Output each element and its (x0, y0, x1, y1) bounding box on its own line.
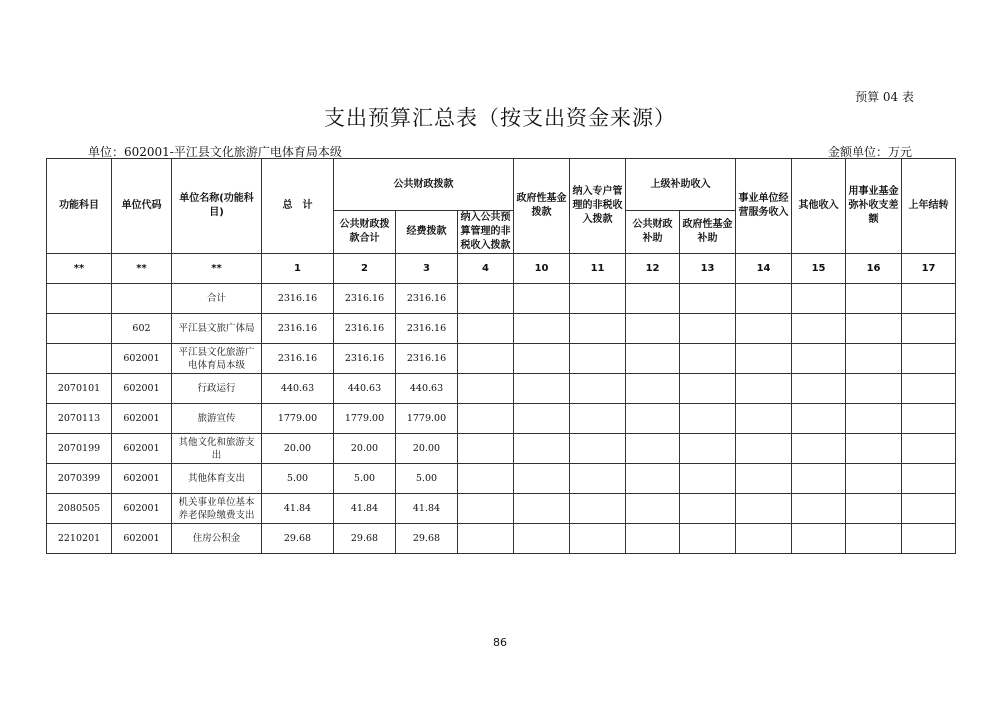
carry-over-cell (902, 374, 956, 404)
header-gov-fund: 政府性基金拨款 (514, 159, 570, 254)
non-tax-public-cell (458, 524, 514, 554)
funding-cell: 2316.16 (396, 344, 458, 374)
code-cell: 14 (736, 254, 792, 284)
table-row (47, 284, 956, 314)
code-cell: ** (172, 254, 262, 284)
public-subsidy-cell (626, 344, 680, 374)
fund-supplement-cell (846, 404, 902, 434)
funding-cell: 20.00 (396, 434, 458, 464)
non-tax-public-cell (458, 494, 514, 524)
public-fiscal-subtotal-cell: 20.00 (334, 434, 396, 464)
non-tax-special-cell (570, 404, 626, 434)
public-fiscal-subtotal-cell: 5.00 (334, 464, 396, 494)
header-non-tax-special: 纳入专户管理的非税收入拨款 (570, 159, 626, 254)
gov-fund-cell (514, 524, 570, 554)
funding-cell: 2316.16 (396, 284, 458, 314)
header-public-fiscal-subtotal: 公共财政拨款合计 (334, 211, 396, 254)
funding-cell: 2316.16 (396, 314, 458, 344)
header-fund-supplement: 用事业基金弥补收支差额 (846, 159, 902, 254)
func-code-cell: 2070399 (47, 464, 112, 494)
public-fiscal-subtotal-cell: 41.84 (334, 494, 396, 524)
other-income-cell (792, 434, 846, 464)
table-row (47, 494, 956, 524)
public-fiscal-subtotal-cell: 2316.16 (334, 314, 396, 344)
funding-cell: 5.00 (396, 464, 458, 494)
func-code-cell: 2080505 (47, 494, 112, 524)
public-fiscal-subtotal-cell: 1779.00 (334, 404, 396, 434)
gov-fund-subsidy-cell (680, 494, 736, 524)
form-tag: 预算 04 表 (855, 90, 914, 104)
header-public-fiscal: 公共财政拨款 (334, 159, 514, 211)
funding-cell: 440.63 (396, 374, 458, 404)
carry-over-cell (902, 524, 956, 554)
non-tax-public-cell (458, 344, 514, 374)
unit-name-cell: 平江县文旅广体局 (172, 314, 262, 344)
public-subsidy-cell (626, 374, 680, 404)
header-business-income: 事业单位经营服务收入 (736, 159, 792, 254)
header-func-code: 功能科目 (47, 159, 112, 254)
public-fiscal-subtotal-cell: 2316.16 (334, 344, 396, 374)
header-gov-fund-subsidy: 政府性基金补助 (680, 211, 736, 254)
gov-fund-cell (514, 494, 570, 524)
gov-fund-cell (514, 284, 570, 314)
header-upper-subsidy: 上级补助收入 (626, 159, 736, 211)
code-cell: ** (112, 254, 172, 284)
func-code-cell (47, 314, 112, 344)
table-body (47, 254, 956, 554)
fund-supplement-cell (846, 374, 902, 404)
table-row (47, 374, 956, 404)
fund-supplement-cell (846, 314, 902, 344)
gov-fund-subsidy-cell (680, 464, 736, 494)
non-tax-public-cell (458, 284, 514, 314)
func-code-cell (47, 284, 112, 314)
total-cell: 2316.16 (262, 344, 334, 374)
total-cell: 1779.00 (262, 404, 334, 434)
table-row (47, 434, 956, 464)
budget-table (46, 158, 956, 554)
other-income-cell (792, 284, 846, 314)
code-cell: 13 (680, 254, 736, 284)
func-code-cell (47, 344, 112, 374)
header-non-tax-public: 纳入公共预算管理的非税收入拨款 (458, 211, 514, 254)
carry-over-cell (902, 494, 956, 524)
gov-fund-cell (514, 314, 570, 344)
code-cell: 11 (570, 254, 626, 284)
amount-unit-label: 金额单位：万元 (827, 145, 912, 159)
total-cell: 440.63 (262, 374, 334, 404)
carry-over-cell (902, 314, 956, 344)
table-row (47, 314, 956, 344)
code-cell: 10 (514, 254, 570, 284)
header-unit-code: 单位代码 (112, 159, 172, 254)
carry-over-cell (902, 434, 956, 464)
business-income-cell (736, 374, 792, 404)
table-header (47, 159, 956, 254)
unit-code-cell: 602001 (112, 434, 172, 464)
other-income-cell (792, 314, 846, 344)
unit-code-cell: 602 (112, 314, 172, 344)
fund-supplement-cell (846, 494, 902, 524)
public-subsidy-cell (626, 494, 680, 524)
unit-name-cell: 其他文化和旅游支出 (172, 434, 262, 464)
public-subsidy-cell (626, 284, 680, 314)
code-row (47, 254, 956, 284)
funding-cell: 1779.00 (396, 404, 458, 434)
unit-name-cell: 住房公积金 (172, 524, 262, 554)
total-cell: 5.00 (262, 464, 334, 494)
page-number: 86 (493, 636, 507, 649)
gov-fund-subsidy-cell (680, 344, 736, 374)
business-income-cell (736, 434, 792, 464)
unit-code-cell: 602001 (112, 494, 172, 524)
header-funding: 经费拨款 (396, 211, 458, 254)
code-cell: 2 (334, 254, 396, 284)
total-cell: 41.84 (262, 494, 334, 524)
business-income-cell (736, 404, 792, 434)
public-fiscal-subtotal-cell: 440.63 (334, 374, 396, 404)
public-subsidy-cell (626, 434, 680, 464)
gov-fund-cell (514, 374, 570, 404)
carry-over-cell (902, 344, 956, 374)
other-income-cell (792, 524, 846, 554)
gov-fund-subsidy-cell (680, 284, 736, 314)
unit-name-cell: 旅游宣传 (172, 404, 262, 434)
unit-name-cell: 行政运行 (172, 374, 262, 404)
header-total: 总 计 (262, 159, 334, 254)
gov-fund-subsidy-cell (680, 524, 736, 554)
table-row (47, 344, 956, 374)
code-cell: 12 (626, 254, 680, 284)
non-tax-special-cell (570, 434, 626, 464)
gov-fund-subsidy-cell (680, 374, 736, 404)
non-tax-special-cell (570, 374, 626, 404)
unit-code-cell: 602001 (112, 374, 172, 404)
gov-fund-subsidy-cell (680, 434, 736, 464)
total-cell: 20.00 (262, 434, 334, 464)
code-cell: ** (47, 254, 112, 284)
code-cell: 15 (792, 254, 846, 284)
carry-over-cell (902, 284, 956, 314)
non-tax-special-cell (570, 494, 626, 524)
non-tax-special-cell (570, 464, 626, 494)
fund-supplement-cell (846, 464, 902, 494)
business-income-cell (736, 314, 792, 344)
total-cell: 2316.16 (262, 314, 334, 344)
carry-over-cell (902, 464, 956, 494)
header-carry-over: 上年结转 (902, 159, 956, 254)
func-code-cell: 2070199 (47, 434, 112, 464)
public-fiscal-subtotal-cell: 2316.16 (334, 284, 396, 314)
fund-supplement-cell (846, 434, 902, 464)
table-row (47, 464, 956, 494)
fund-supplement-cell (846, 284, 902, 314)
table-row (47, 404, 956, 434)
fund-supplement-cell (846, 524, 902, 554)
business-income-cell (736, 494, 792, 524)
unit-code-cell: 602001 (112, 404, 172, 434)
gov-fund-subsidy-cell (680, 314, 736, 344)
func-code-cell: 2070101 (47, 374, 112, 404)
unit-label: 单位：602001-平江县文化旅游广电体育局本级 (88, 145, 342, 159)
header-other-income: 其他收入 (792, 159, 846, 254)
code-cell: 3 (396, 254, 458, 284)
other-income-cell (792, 344, 846, 374)
gov-fund-subsidy-cell (680, 404, 736, 434)
public-subsidy-cell (626, 464, 680, 494)
code-cell: 16 (846, 254, 902, 284)
carry-over-cell (902, 404, 956, 434)
public-subsidy-cell (626, 524, 680, 554)
fund-supplement-cell (846, 344, 902, 374)
non-tax-public-cell (458, 404, 514, 434)
unit-name-cell: 其他体育支出 (172, 464, 262, 494)
funding-cell: 41.84 (396, 494, 458, 524)
unit-code-cell (112, 284, 172, 314)
non-tax-public-cell (458, 374, 514, 404)
other-income-cell (792, 404, 846, 434)
unit-code-cell: 602001 (112, 524, 172, 554)
func-code-cell: 2070113 (47, 404, 112, 434)
public-subsidy-cell (626, 404, 680, 434)
other-income-cell (792, 374, 846, 404)
non-tax-special-cell (570, 314, 626, 344)
non-tax-special-cell (570, 344, 626, 374)
gov-fund-cell (514, 464, 570, 494)
business-income-cell (736, 284, 792, 314)
table-row (47, 524, 956, 554)
gov-fund-cell (514, 344, 570, 374)
business-income-cell (736, 524, 792, 554)
non-tax-special-cell (570, 524, 626, 554)
other-income-cell (792, 494, 846, 524)
code-cell: 1 (262, 254, 334, 284)
non-tax-public-cell (458, 314, 514, 344)
non-tax-special-cell (570, 284, 626, 314)
unit-name-cell: 机关事业单位基本养老保险缴费支出 (172, 494, 262, 524)
code-cell: 4 (458, 254, 514, 284)
gov-fund-cell (514, 404, 570, 434)
business-income-cell (736, 344, 792, 374)
header-unit-name: 单位名称(功能科目) (172, 159, 262, 254)
gov-fund-cell (514, 434, 570, 464)
funding-cell: 29.68 (396, 524, 458, 554)
public-fiscal-subtotal-cell: 29.68 (334, 524, 396, 554)
total-cell: 29.68 (262, 524, 334, 554)
other-income-cell (792, 464, 846, 494)
total-cell: 2316.16 (262, 284, 334, 314)
header-public-subsidy: 公共财政补助 (626, 211, 680, 254)
code-cell: 17 (902, 254, 956, 284)
unit-code-cell: 602001 (112, 344, 172, 374)
business-income-cell (736, 464, 792, 494)
unit-name-cell: 平江县文化旅游广电体育局本级 (172, 344, 262, 374)
non-tax-public-cell (458, 464, 514, 494)
func-code-cell: 2210201 (47, 524, 112, 554)
non-tax-public-cell (458, 434, 514, 464)
page-title: 支出预算汇总表（按支出资金来源） (324, 106, 676, 130)
unit-name-cell: 合计 (172, 284, 262, 314)
public-subsidy-cell (626, 314, 680, 344)
unit-code-cell: 602001 (112, 464, 172, 494)
